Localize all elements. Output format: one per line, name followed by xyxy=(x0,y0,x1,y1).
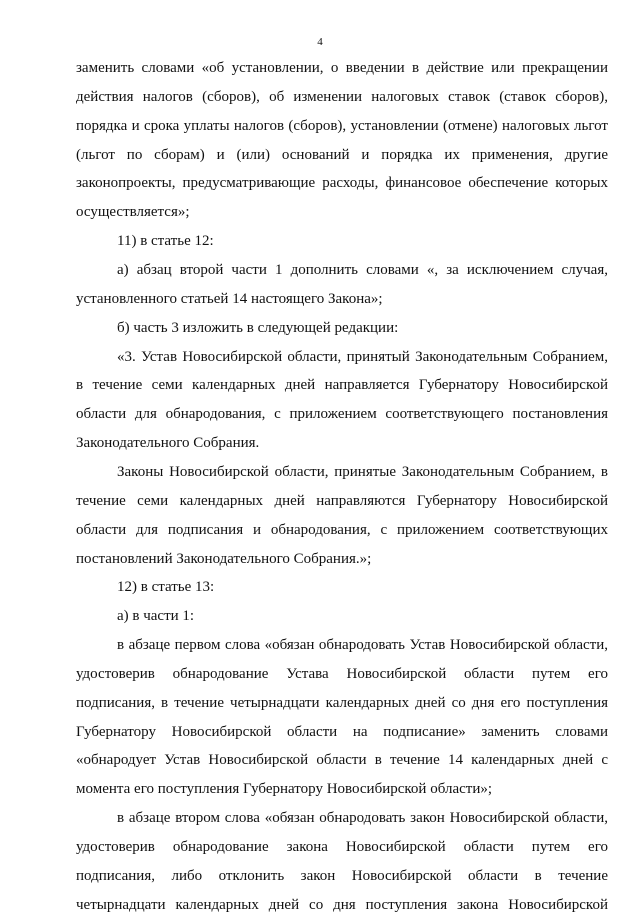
text-line: порядка и срока уплаты налогов (сборов), установлении (отмене) налоговых льгот xyxy=(76,117,608,134)
text-line: подписания, в течение четырнадцати календарных дней со дня его поступления xyxy=(76,694,608,711)
text-line: «обнародует Устав Новосибирской области в течение 14 календарных дней с xyxy=(76,752,608,769)
text-line: 12) в статье 13: xyxy=(117,579,215,596)
text-line: (льгот по сборам) и (или) оснований и порядка их применения, другие xyxy=(76,146,608,163)
text-line: Губернатору Новосибирской области на подписание» заменить словами xyxy=(76,723,608,740)
text-line: в абзаце первом слова «обязан обнародовать Устав Новосибирской области, xyxy=(117,637,608,653)
text-line: момента его поступления Губернатору Новосибирской области»; xyxy=(76,781,493,798)
text-line: установленного статьей 14 настоящего Закона»; xyxy=(76,290,383,307)
text-line: удостоверив обнародование Устава Новосибирской области путем его xyxy=(76,665,608,682)
text-line: действия налогов (сборов), об изменении налоговых ставок (ставок сборов), xyxy=(76,88,608,105)
text-line: в течение семи календарных дней направляется Губернатору Новосибирской xyxy=(76,377,608,394)
text-line: 11) в статье 12: xyxy=(117,233,214,250)
text-line: а) абзац второй части 1 дополнить словами «, за исключением случая, xyxy=(117,262,608,278)
text-line: в абзаце втором слова «обязан обнародовать закон Новосибирской области, xyxy=(117,810,608,827)
text-line: б) часть 3 изложить в следующей редакции: xyxy=(117,319,399,336)
text-line: Законодательного Собрания. xyxy=(76,435,260,452)
text-line: Законы Новосибирской области, принятые Законодательным Собранием, в xyxy=(117,463,608,480)
text-line: четырнадцати календарных дней со дня поступления закона Новосибирской xyxy=(76,896,608,913)
text-line: осуществляется»; xyxy=(76,204,190,221)
text-line: подписания, либо отклонить закон Новосибирской области в течение xyxy=(76,867,608,884)
text-line: а) в части 1: xyxy=(117,608,195,625)
text-line: законопроекты, предусматривающие расходы, финансовое обеспечение которых xyxy=(76,175,608,192)
text-line: «3. Устав Новосибирской области, принятый Законодательным Собранием, xyxy=(117,348,608,365)
text-line: постановлений Законодательного Собрания.»; xyxy=(76,550,372,567)
text-line: заменить словами «об установлении, о введении в действие или прекращении xyxy=(76,60,608,76)
text-line: течение семи календарных дней направляются Губернатору Новосибирской xyxy=(76,492,608,509)
text-line: области для подписания и обнародования, с приложением соответствующих xyxy=(76,521,608,538)
page-number: 4 xyxy=(317,36,323,48)
text-line: области для обнародования, с приложением соответствующего постановления xyxy=(76,406,608,423)
text-line: удостоверив обнародование закона Новосибирской области путем его xyxy=(76,839,608,855)
